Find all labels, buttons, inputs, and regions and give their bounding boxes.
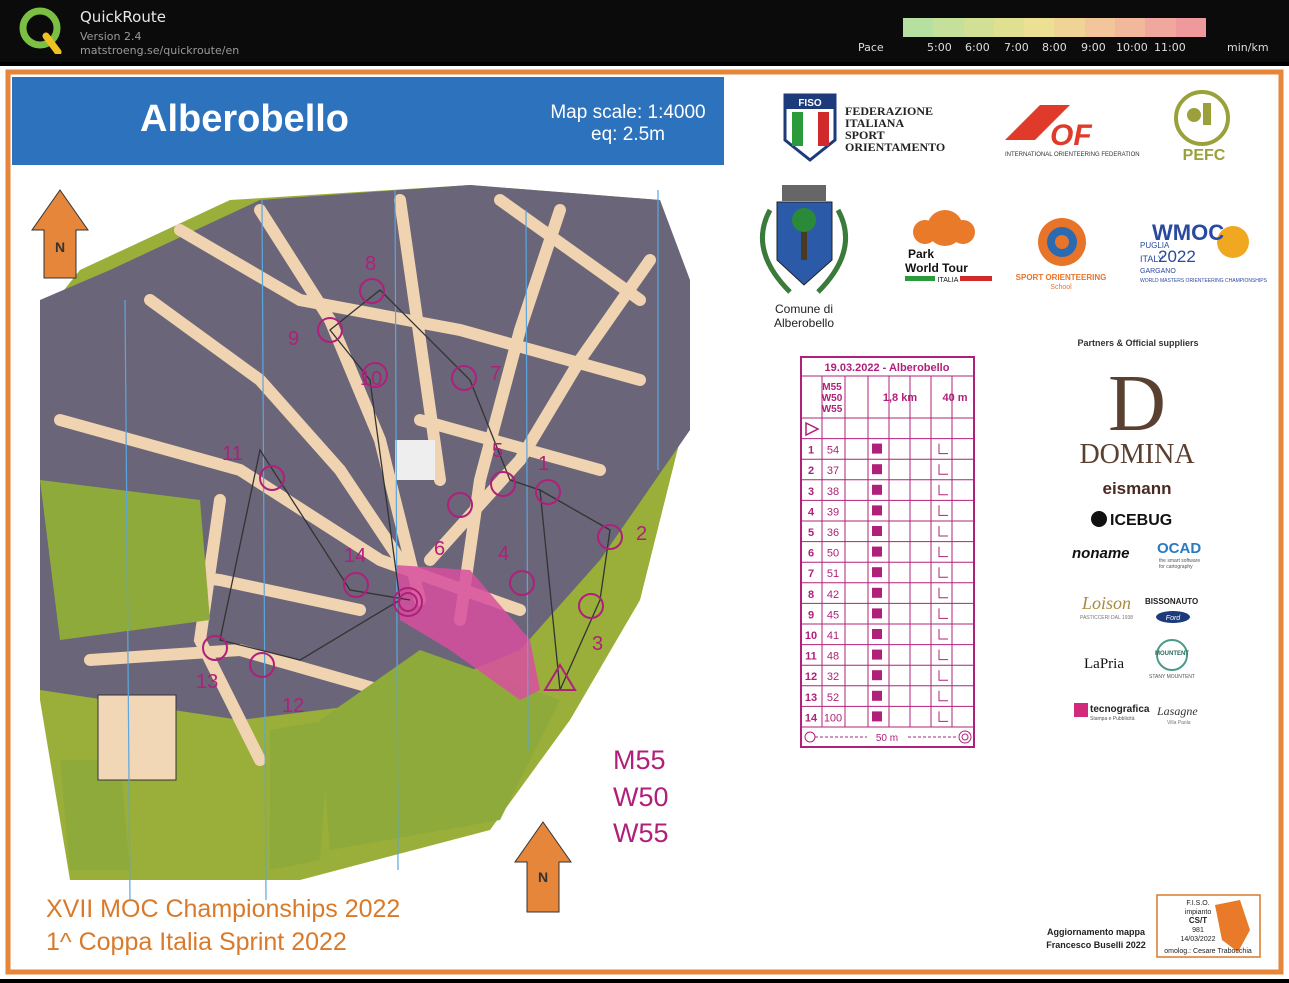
svg-text:2: 2 (636, 523, 648, 545)
svg-text:impianto: impianto (1184, 909, 1212, 916)
svg-text:981: 981 (1192, 927, 1204, 934)
svg-text:12: 12 (282, 695, 305, 717)
svg-text:Loison: Loison (1082, 593, 1132, 613)
card-control-number: 10 (804, 630, 818, 642)
svg-text:World Tour: World Tour (905, 261, 968, 275)
app-version: Version 2.4 (80, 30, 142, 43)
svg-text:M55: M55 (822, 382, 842, 393)
card-control-number: 8 (807, 588, 815, 601)
pace-swatch (1176, 18, 1206, 37)
pace-swatch (1115, 18, 1145, 37)
app-header (0, 0, 1289, 62)
card-feature-symbol (872, 650, 882, 660)
card-control-code: 52 (826, 691, 840, 704)
svg-text:Park: Park (908, 247, 935, 261)
card-control-number: 14 (804, 712, 818, 725)
card-feature-symbol (872, 526, 882, 536)
card-feature-symbol (872, 567, 882, 577)
card-feature-symbol (872, 629, 882, 639)
orienteering-map[interactable] (0, 66, 1289, 979)
svg-text:BISSONAUTO: BISSONAUTO (1145, 597, 1199, 606)
svg-text:FEDERAZIONE: FEDERAZIONE (845, 104, 934, 118)
card-climb: 40 m (942, 392, 968, 404)
map-viewport[interactable] (0, 66, 1289, 979)
map-update-line-2: Francesco Buselli 2022 (1046, 940, 1146, 950)
card-classes (822, 382, 843, 415)
event-title-1: XVII MOC Championships 2022 (46, 895, 401, 923)
card-control-number: 3 (807, 485, 815, 498)
fiso-homologation-stamp (1157, 895, 1260, 957)
card-control-number: 1 (807, 444, 815, 457)
card-feature-symbol (872, 444, 882, 454)
map-title: Alberobello (140, 98, 350, 140)
pace-tick: 10:00 (1116, 41, 1148, 54)
app-title: QuickRoute (80, 8, 166, 26)
svg-text:M55: M55 (613, 745, 666, 775)
card-control-number: 12 (804, 671, 818, 684)
pace-tick: 8:00 (1042, 41, 1067, 54)
svg-text:School: School (1050, 284, 1072, 291)
card-control-number: 2 (807, 465, 815, 478)
card-control-number: 13 (804, 691, 818, 704)
card-control-code: 54 (826, 444, 840, 457)
svg-text:OCAD: OCAD (1157, 540, 1202, 557)
svg-text:SPORT: SPORT (845, 128, 885, 142)
svg-text:4: 4 (498, 543, 510, 565)
svg-text:SPORT ORIENTEERING: SPORT ORIENTEERING (1015, 273, 1107, 282)
map-equidistance: eq: 2.5m (591, 124, 665, 145)
svg-text:DOMINA: DOMINA (1079, 439, 1195, 470)
svg-text:ICEBUG: ICEBUG (1110, 512, 1173, 529)
svg-text:ITALIANA: ITALIANA (845, 116, 905, 130)
card-feature-symbol (872, 485, 882, 495)
svg-text:STANY MOUNTENT: STANY MOUNTENT (1149, 674, 1195, 680)
svg-text:N: N (54, 239, 66, 255)
svg-text:3: 3 (592, 633, 604, 655)
svg-text:ORIENTAMENTO: ORIENTAMENTO (845, 140, 946, 154)
svg-text:8: 8 (365, 253, 377, 275)
svg-text:Comune di: Comune di (774, 302, 834, 316)
pace-swatch (994, 18, 1024, 37)
svg-text:ITALIA: ITALIA (937, 277, 959, 284)
lapria-logo (1084, 656, 1124, 672)
loison-logo (1080, 593, 1133, 621)
pace-tick: 11:00 (1154, 41, 1186, 54)
pace-swatch (903, 18, 933, 37)
pace-swatch (1054, 18, 1084, 37)
svg-text:WORLD MASTERS ORIENTEERING CHA: WORLD MASTERS ORIENTEERING CHAMPIONSHIPS (1140, 278, 1267, 284)
partners-title: Partners & Official suppliers (1077, 338, 1199, 348)
category-labels (613, 745, 669, 848)
pace-tick: 5:00 (927, 41, 952, 54)
svg-text:N: N (537, 869, 549, 885)
card-control-number: 7 (807, 568, 815, 581)
svg-text:omolog.: Cesare Trabocchia: omolog.: Cesare Trabocchia (1164, 948, 1252, 955)
svg-text:Stampa e Pubblicità: Stampa e Pubblicità (1090, 716, 1135, 722)
svg-text:INTERNATIONAL ORIENTEERING FED: INTERNATIONAL ORIENTEERING FEDERATION (1005, 152, 1140, 158)
svg-text:D: D (1108, 360, 1166, 448)
map-update-line-1: Aggiornamento mappa (1046, 927, 1146, 937)
card-feature-symbol (872, 711, 882, 721)
pace-unit: min/km (1227, 41, 1269, 54)
card-control-code: 39 (826, 506, 840, 519)
pace-tick: 9:00 (1081, 41, 1106, 54)
card-feature-symbol (872, 588, 882, 598)
svg-text:W55: W55 (821, 404, 843, 415)
pace-color-scale (903, 18, 1206, 37)
card-control-code: 36 (826, 527, 840, 539)
svg-text:2022: 2022 (1158, 247, 1196, 266)
card-control-code: 50 (826, 547, 840, 560)
event-title-2: 1^ Coppa Italia Sprint 2022 (46, 928, 347, 956)
svg-text:1: 1 (538, 453, 550, 475)
svg-text:10: 10 (360, 368, 383, 390)
card-feature-symbol (872, 691, 882, 701)
svg-text:MOUNTENT: MOUNTENT (1155, 651, 1189, 657)
svg-text:13: 13 (196, 671, 219, 693)
svg-text:W55: W55 (613, 818, 669, 848)
svg-text:for cartography: for cartography (1159, 564, 1193, 570)
card-control-number: 11 (805, 650, 817, 663)
svg-text:11: 11 (222, 443, 243, 465)
svg-text:PUGLIA: PUGLIA (1140, 241, 1170, 250)
svg-text:9: 9 (288, 328, 300, 350)
pace-swatch (1085, 18, 1115, 37)
svg-text:OF: OF (1050, 119, 1092, 152)
park-area (98, 695, 176, 780)
svg-text:50 m: 50 m (875, 733, 899, 744)
pace-tick: 6:00 (965, 41, 990, 54)
svg-text:CS/T: CS/T (1188, 916, 1208, 925)
card-control-number: 6 (807, 547, 815, 560)
card-header: 19.03.2022 - Alberobello (824, 362, 950, 374)
card-control-code: 37 (826, 465, 840, 478)
card-control-code: 51 (826, 568, 840, 581)
svg-text:FISO: FISO (798, 98, 822, 109)
svg-text:14: 14 (344, 545, 367, 567)
app-url[interactable]: matstroeng.se/quickroute/en (80, 44, 240, 57)
quickroute-logo-icon (18, 6, 62, 54)
svg-text:W50: W50 (821, 393, 843, 404)
open-square (395, 440, 435, 480)
svg-text:Alberobello: Alberobello (773, 316, 835, 330)
card-control-code: 45 (826, 609, 840, 622)
card-feature-symbol (872, 547, 882, 557)
card-control-code: 38 (826, 485, 840, 498)
card-control-code: 41 (826, 630, 840, 642)
svg-text:7: 7 (490, 363, 502, 385)
card-control-code: 32 (826, 671, 840, 684)
card-control-code: 48 (826, 650, 840, 663)
svg-text:Villa Paola: Villa Paola (1167, 720, 1191, 726)
svg-text:Lasagne: Lasagne (1157, 704, 1198, 718)
card-length: 1,8 km (882, 392, 918, 404)
card-control-number: 9 (807, 609, 815, 622)
pace-label: Pace (858, 41, 884, 54)
svg-text:WMOC: WMOC (1152, 220, 1225, 245)
svg-text:5: 5 (492, 440, 504, 462)
svg-text:ITALY: ITALY (1140, 254, 1164, 264)
pace-tick: 7:00 (1004, 41, 1029, 54)
svg-text:GARGANO: GARGANO (1140, 268, 1176, 275)
noname-logo: noname (1072, 545, 1130, 562)
svg-text:tecnografica: tecnografica (1090, 704, 1150, 715)
pace-swatch (964, 18, 994, 37)
svg-text:PEFC: PEFC (1182, 147, 1226, 164)
svg-text:PASTICCERI DAL 1938: PASTICCERI DAL 1938 (1080, 615, 1134, 621)
svg-text:W50: W50 (613, 782, 669, 812)
svg-text:6: 6 (434, 538, 446, 560)
pace-swatch (1024, 18, 1054, 37)
card-feature-symbol (872, 464, 882, 474)
svg-text:LaPria: LaPria (1084, 656, 1124, 672)
svg-text:F.I.S.O.: F.I.S.O. (1186, 900, 1210, 907)
card-feature-symbol (872, 505, 882, 515)
svg-text:the smart software: the smart software (1159, 558, 1201, 564)
svg-text:Ford: Ford (1165, 615, 1181, 622)
eismann-logo: eismann (1102, 479, 1172, 498)
card-control-code: 100 (823, 712, 843, 725)
pace-swatch (1145, 18, 1175, 37)
card-feature-symbol (872, 608, 882, 618)
card-control-code: 42 (826, 588, 840, 601)
card-control-number: 4 (807, 506, 815, 519)
card-feature-symbol (872, 670, 882, 680)
svg-text:14/03/2022: 14/03/2022 (1180, 936, 1216, 943)
card-control-number: 5 (807, 527, 815, 539)
map-scale: Map scale: 1:4000 (550, 102, 706, 123)
pace-swatch (933, 18, 963, 37)
